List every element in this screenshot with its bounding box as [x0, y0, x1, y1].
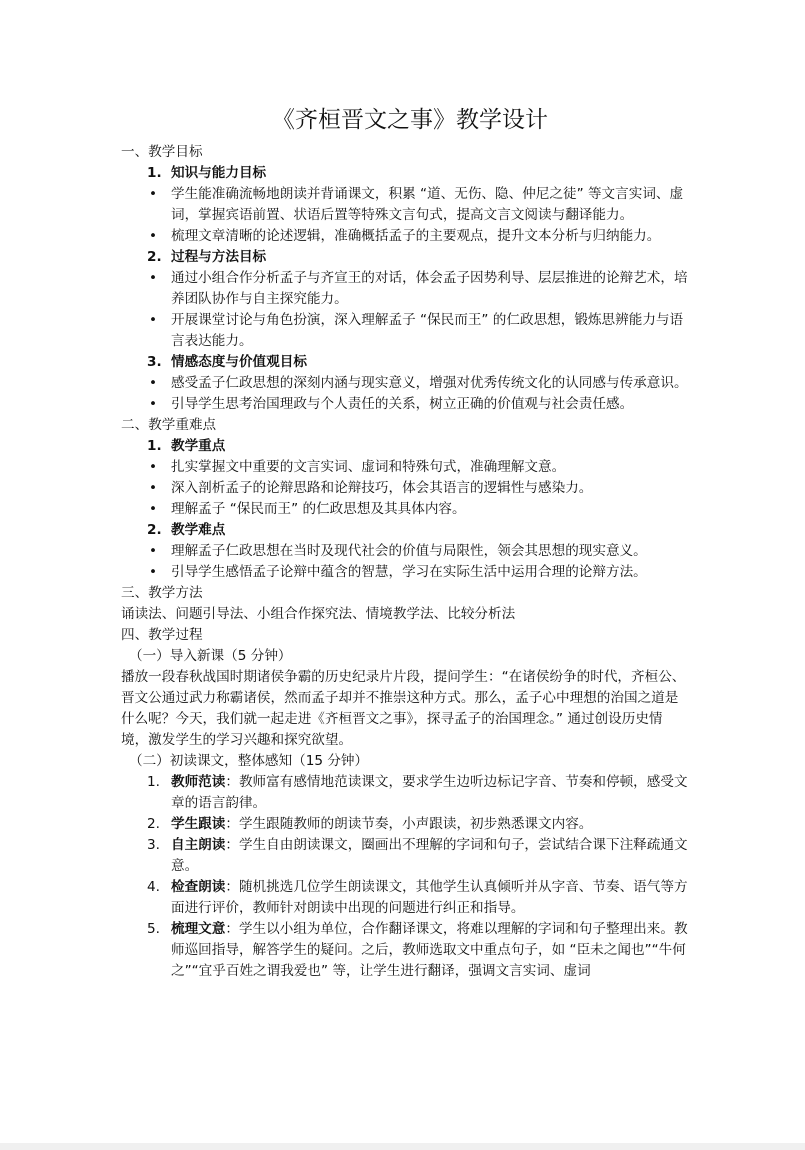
step-label: 梳理文意: [171, 921, 226, 937]
step-label: 教师范读: [171, 774, 226, 790]
step-number: 5.: [147, 921, 160, 937]
list-item: [121, 478, 689, 499]
step-number: 2.: [147, 816, 160, 832]
list-item-text: 梳理文章清晰的论述逻辑，准确概括孟子的主要观点，提升文本分析与归纳能力。: [171, 228, 661, 244]
step-text: ：随机挑选几位学生朗读课文，其他学生认真倾听并从字音、节奏、语气等方面进行评价，教师针对朗读中出现的问题进行纠正和指导。: [171, 879, 688, 916]
list-item: [121, 499, 689, 520]
list-item-text: 理解孟子 “保民而王” 的仁政思想及其具体内容。: [171, 501, 466, 517]
subheading-knowledge-ability: [121, 163, 689, 184]
step-number: 1.: [147, 774, 160, 790]
list-item-text: 引导学生感悟孟子论辩中蕴含的智慧，学习在实际生活中运用合理的论辩方法。: [171, 564, 647, 580]
list-item-text: 扎实掌握文中重要的文言实词、虚词和特殊句式，准确理解文意。: [171, 459, 566, 475]
document-body: [121, 104, 689, 982]
subheading-number: 1.: [147, 165, 162, 181]
bullet-icon: •: [149, 396, 158, 412]
subheading-number: 2.: [147, 249, 162, 265]
list-item-text: 学生能准确流畅地朗读并背诵课文，积累 “道、无伤、隐、仲尼之徒” 等文言实词、虚词，掌握宾语前置、状语后置等特殊文言句式，提高文言文阅读与翻译能力。: [171, 186, 684, 223]
list-item-text: 引导学生思考治国理政与个人责任的关系，树立正确的价值观与社会责任感。: [171, 396, 634, 412]
introduction-paragraph: 播放一段春秋战国时期诸侯争霸的历史纪录片片段，提问学生：“在诸侯纷争的时代，齐桓公、晋文公通过武力称霸诸侯，然而孟子却并不推崇这种方式。那么，孟子心中理想的治国之道是什么呢？今天，我们就一起走进《齐桓晋文之事》，探寻孟子的治国理念。” 通过创设历史情境，激发学生的学习兴趣和探究欲望。: [121, 669, 686, 748]
list-item-text: 开展课堂讨论与角色扮演，深入理解孟子 “保民而王” 的仁政思想，锻炼思辨能力与语言表达能力。: [171, 312, 684, 349]
section-heading-process: 四、教学过程: [121, 627, 203, 643]
methods-text: 诵读法、问题引导法、小组合作探究法、情境教学法、比较分析法: [121, 606, 516, 622]
bullet-icon: •: [149, 270, 158, 286]
subheading-number: 1.: [147, 438, 162, 454]
bullet-icon: •: [149, 312, 158, 328]
step-label: 检查朗读: [171, 879, 226, 895]
list-item: [121, 184, 689, 226]
list-item-text: 深入剖析孟子的论辩思路和论辩技巧，体会其语言的逻辑性与感染力。: [171, 480, 593, 496]
step-number: 4.: [147, 879, 160, 895]
list-item: [121, 562, 689, 583]
subheading-label: 知识与能力目标: [171, 165, 267, 181]
list-item: [121, 268, 689, 310]
bullet-icon: •: [149, 501, 158, 517]
step-heading-introduction: （一）导入新课（5 分钟）: [129, 648, 292, 664]
step-text: ：教师富有感情地范读课文，要求学生边听边标记字音、节奏和停顿，感受文章的语言韵律。: [171, 774, 688, 811]
step-item: [121, 814, 689, 835]
list-item: [121, 394, 689, 415]
list-item: [121, 541, 689, 562]
bullet-icon: •: [149, 480, 158, 496]
list-item: [121, 310, 689, 352]
subheading-label: 情感态度与价值观目标: [171, 354, 307, 370]
bullet-icon: •: [149, 564, 158, 580]
step-label: 自主朗读: [171, 837, 226, 853]
list-item-text: 理解孟子仁政思想在当时及现代社会的价值与局限性，领会其思想的现实意义。: [171, 543, 647, 559]
bullet-icon: •: [149, 543, 158, 559]
subheading-label: 教学难点: [171, 522, 226, 538]
section-heading-key-difficult-points: 二、教学重难点: [121, 417, 217, 433]
step-text: ：学生以小组为单位，合作翻译课文，将难以理解的字词和句子整理出来。教师巡回指导，解答学生的疑问。之后，教师选取文中重点句子，如 “臣未之闻也”“牛何之”“宜乎百姓之谓我爱也” 等，让学生进行翻译，强调文言实词、虚词: [171, 921, 688, 979]
section-heading-methods: 三、教学方法: [121, 585, 203, 601]
subheading-number: 2.: [147, 522, 162, 538]
step-number: 3.: [147, 837, 160, 853]
subheading-difficult-points: [121, 520, 689, 541]
subheading-key-points: [121, 436, 689, 457]
step-text: ：学生跟随教师的朗读节奏，小声跟读，初步熟悉课文内容。: [225, 816, 593, 832]
list-item-text: 感受孟子仁政思想的深刻内涵与现实意义，增强对优秀传统文化的认同感与传承意识。: [171, 375, 688, 391]
list-item-text: 通过小组合作分析孟子与齐宣王的对话，体会孟子因势利导、层层推进的论辩艺术，培养团队协作与自主探究能力。: [171, 270, 688, 307]
bullet-icon: •: [149, 459, 158, 475]
subheading-process-method: [121, 247, 689, 268]
step-item: [121, 772, 689, 814]
document-title: 《齐桓晋文之事》教学设计: [272, 107, 548, 133]
step-item: [121, 877, 689, 919]
step-label: 学生跟读: [171, 816, 226, 832]
subheading-emotion-values: [121, 352, 689, 373]
step-heading-first-reading: （二）初读课文，整体感知（15 分钟）: [129, 753, 369, 769]
bullet-icon: •: [149, 228, 158, 244]
subheading-label: 过程与方法目标: [171, 249, 267, 265]
bullet-icon: •: [149, 186, 158, 202]
subheading-number: 3.: [147, 354, 162, 370]
step-text: ：学生自由朗读课文，圈画出不理解的字词和句子，尝试结合课下注释疏通文意。: [171, 837, 688, 874]
list-item: [121, 457, 689, 478]
list-item: [121, 226, 689, 247]
step-item: [121, 919, 689, 982]
bullet-icon: •: [149, 375, 158, 391]
subheading-label: 教学重点: [171, 438, 226, 454]
list-item: [121, 373, 689, 394]
step-item: [121, 835, 689, 877]
section-heading-objectives: 一、教学目标: [121, 144, 203, 160]
